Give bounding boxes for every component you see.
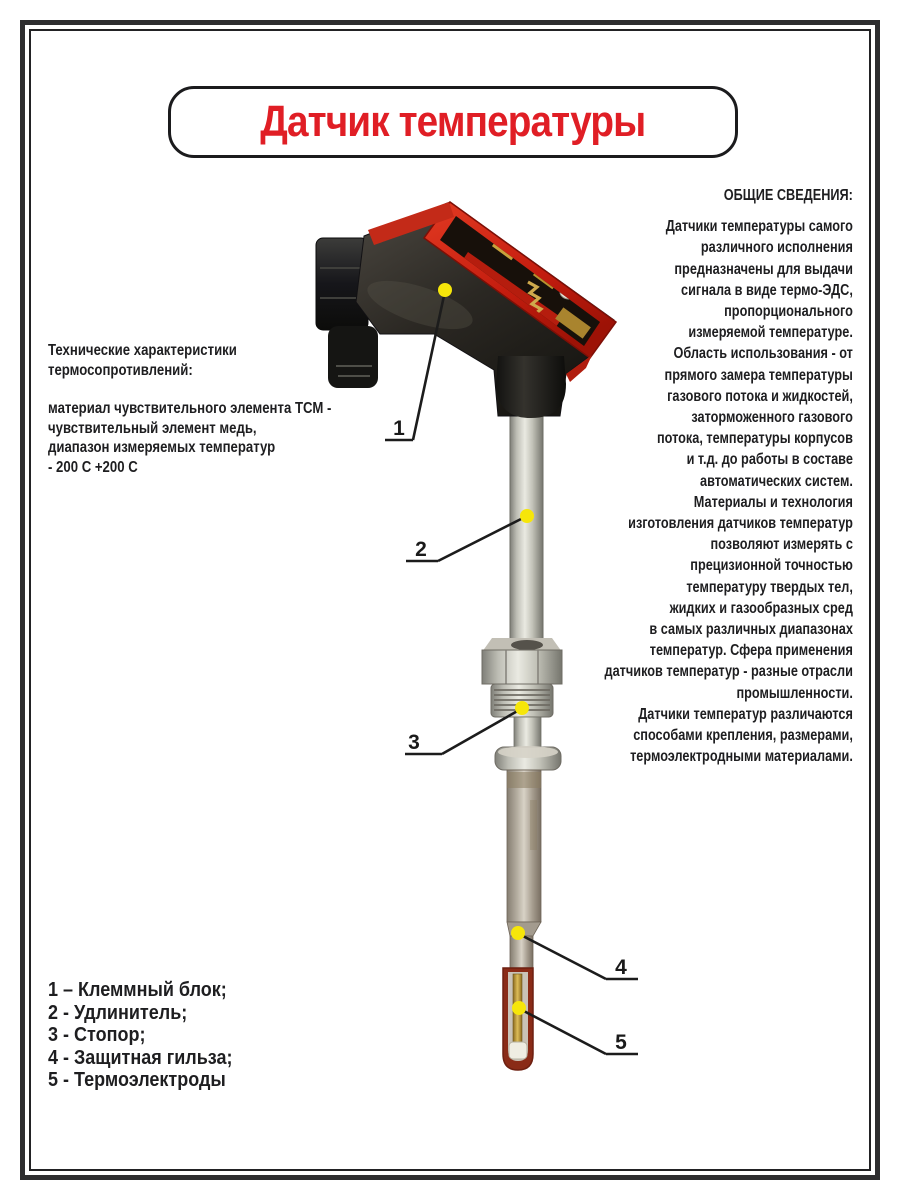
callout-label-5: 5 — [615, 1031, 627, 1054]
general-text-line: температуру твердых тел, — [686, 578, 853, 596]
general-text-line: различного исполнения — [700, 239, 853, 257]
general-text-line: температур. Сфера применения — [649, 642, 853, 660]
general-text-line: жидких и газообразных сред — [669, 599, 853, 617]
specs-body-line: материал чувствительного элемента ТСМ - — [48, 400, 332, 417]
protective-sleeve — [503, 968, 533, 1070]
callout-dot — [520, 509, 534, 523]
general-text-line: автоматических систем. — [700, 472, 853, 490]
callout-label-3: 3 — [408, 731, 420, 754]
general-text-line: термоэлектродными материалами. — [630, 748, 853, 766]
specs-body-line: диапазон измеряемых температур — [48, 439, 276, 456]
general-text-line: позволяют измерять с — [710, 536, 853, 554]
general-text-line: Датчики температур различаются — [638, 705, 853, 723]
general-text-line: изготовления датчиков температур — [628, 515, 853, 533]
legend-item: 3 - Стопор; — [48, 1024, 146, 1046]
callout-label-4: 4 — [615, 956, 627, 979]
general-text-line: в самых различных диапазонах — [649, 621, 853, 639]
general-text-line: газового потока и жидкостей, — [667, 387, 853, 405]
general-text-line: Материалы и технология — [693, 493, 853, 511]
specs-heading-line: Технические характеристики — [48, 342, 237, 359]
legend-item: 1 – Клеммный блок; — [48, 979, 227, 1001]
specs-body-line: чувствительный элемент медь, — [48, 419, 257, 437]
general-text-line: способами крепления, размерами, — [633, 727, 853, 745]
general-text-line: сигнала в виде термо-ЭДС, — [681, 281, 853, 299]
legend-item: 5 - Термоэлектроды — [48, 1069, 226, 1091]
general-text-line: прецизионной точностью — [690, 557, 853, 575]
general-text-line: промышленности. — [736, 684, 853, 702]
page-title: Датчик температуры — [260, 97, 646, 146]
general-text-line: заторможенного газового — [691, 409, 853, 427]
ceramic-tip — [509, 1042, 527, 1059]
specs-heading-line: термосопротивлений: — [48, 362, 193, 379]
general-text-line: Область использования - от — [673, 345, 853, 363]
general-text-line: потока, температуры корпусов — [657, 430, 853, 448]
extension-tube — [510, 410, 543, 648]
general-info-heading: ОБЩИЕ СВЕДЕНИЯ: — [723, 187, 853, 204]
callout-dot — [438, 283, 452, 297]
general-info-block — [605, 185, 853, 767]
general-text-line: датчиков температур - разные отрасли — [604, 663, 853, 681]
head-neck — [496, 356, 566, 418]
general-text-line: прямого замера температуры — [664, 366, 853, 384]
general-text-line: предназначены для выдачи — [674, 260, 853, 278]
general-text-line: и т.д. до работы в составе — [686, 451, 853, 469]
callout-label-1: 1 — [393, 417, 405, 440]
technical-specs-block — [48, 341, 337, 477]
general-text-line: измеряемой температуре. — [688, 324, 853, 342]
callout-dot — [515, 701, 529, 715]
callout-label-2: 2 — [415, 538, 427, 561]
general-text-line: Датчики температуры самого — [665, 218, 853, 236]
legend-item: 4 - Защитная гильза; — [48, 1046, 233, 1069]
legend-item: 2 - Удлинитель; — [48, 1001, 188, 1024]
callout-legend — [48, 979, 233, 1092]
callout-dot — [511, 926, 525, 940]
lower-tube — [507, 770, 541, 970]
specs-body-line: - 200 С +200 С — [48, 458, 138, 476]
general-text-line: пропорционального — [724, 303, 853, 321]
sensor-head — [316, 202, 616, 418]
callout-dot — [512, 1001, 526, 1015]
hex-nut — [482, 650, 562, 684]
